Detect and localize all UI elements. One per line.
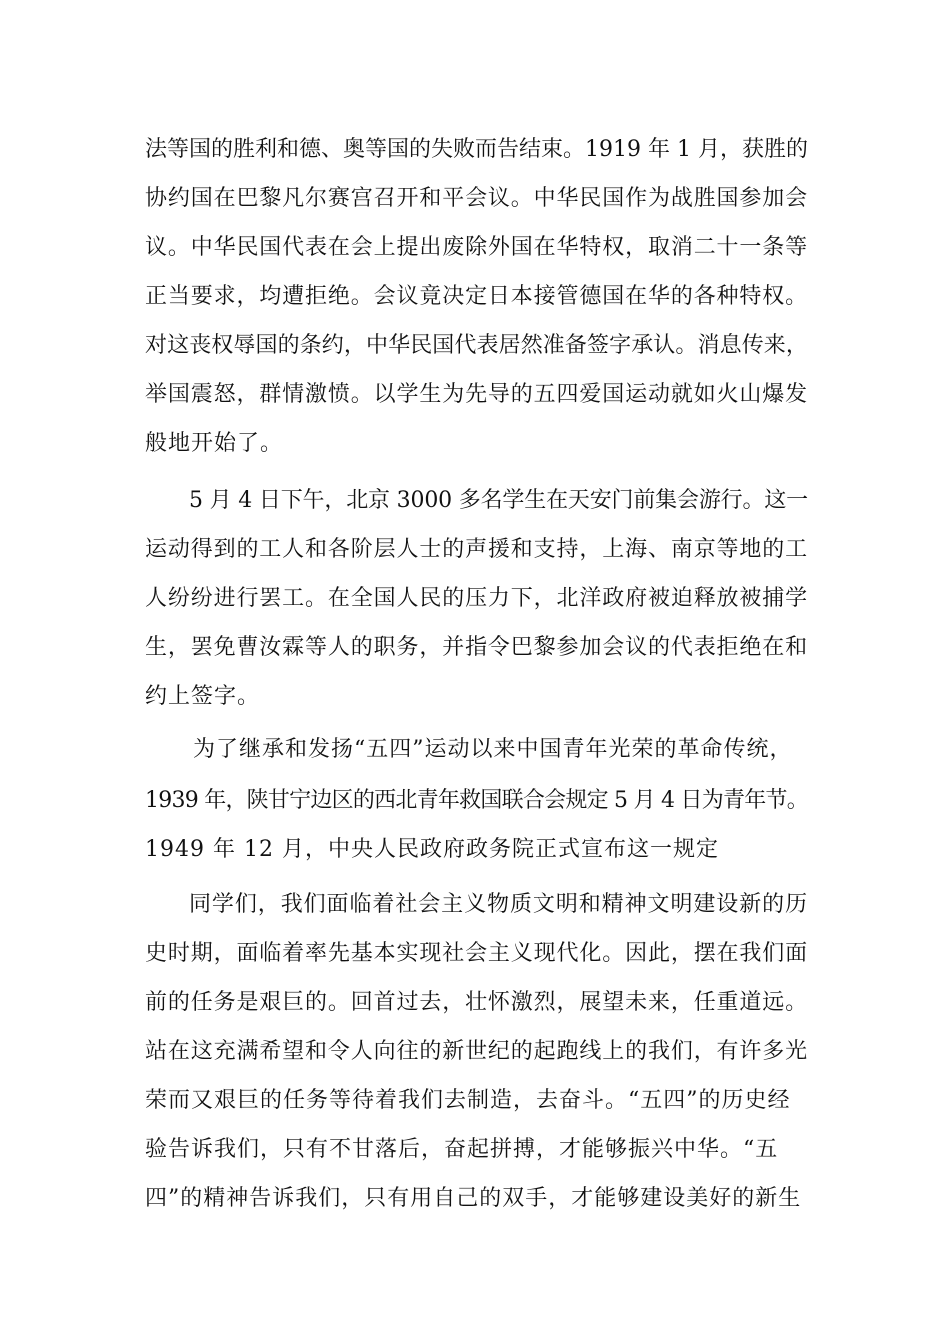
text-line: 荣而又艰巨的任务等待着我们去制造，去奋斗。“五四”的历史经 xyxy=(145,1088,791,1113)
text-line: 法等国的胜利和德、奥等国的失败而告结束。1919 年 1 月，获胜的 xyxy=(145,137,808,162)
text-line: 验告诉我们，只有不甘落后，奋起拼搏，才能够振兴中华。“五 xyxy=(145,1137,779,1162)
text-line: 四”的精神告诉我们，只有用自己的双手，才能够建设美好的新生 xyxy=(145,1186,802,1211)
text-line: 1939 年，陕甘宁边区的西北青年救国联合会规定 5 月 4 日为青年节。 xyxy=(145,788,808,813)
text-line: 同学们，我们面临着社会主义物质文明和精神文明建设新的历 xyxy=(189,892,809,917)
text-line: 对这丧权辱国的条约，中华民国代表居然准备签字承认。消息传来， xyxy=(145,333,809,358)
text-line: 生，罢免曹汝霖等人的职务，并指令巴黎参加会议的代表拒绝在和 xyxy=(145,635,809,660)
text-line: 5 月 4 日下午，北京 3000 多名学生在天安门前集会游行。这一 xyxy=(189,488,808,513)
text-line: 运动得到的工人和各阶层人士的声援和支持，上海、南京等地的工 xyxy=(145,537,809,562)
text-line: 人纷纷进行罢工。在全国人民的压力下，北洋政府被迫释放被捕学 xyxy=(145,586,809,611)
text-line: 史时期，面临着率先基本实现社会主义现代化。因此，摆在我们面 xyxy=(145,941,809,966)
text-line: 站在这充满希望和令人向往的新世纪的起跑线上的我们，有许多光 xyxy=(145,1039,809,1064)
text-line: 议。中华民国代表在会上提出废除外国在华特权，取消二十一条等 xyxy=(145,235,809,260)
text-line: 举国震怒，群情激愤。以学生为先导的五四爱国运动就如火山爆发 xyxy=(145,382,809,407)
text-line: 1949 年 12 月，中央人民政府政务院正式宣布这一规定 xyxy=(145,837,719,862)
text-line: 约上签字。 xyxy=(145,684,261,709)
text-line: 般地开始了。 xyxy=(145,431,284,456)
text-line: 协约国在巴黎凡尔赛宫召开和平会议。中华民国作为战胜国参加会 xyxy=(145,186,809,211)
text-line: 前的任务是艰巨的。回首过去，壮怀激烈，展望未来，任重道远。 xyxy=(145,990,809,1015)
text-line: 正当要求，均遭拒绝。会议竟决定日本接管德国在华的各种特权。 xyxy=(145,284,809,309)
text-line: 为了继承和发扬“五四”运动以来中国青年光荣的革命传统， xyxy=(193,737,793,762)
